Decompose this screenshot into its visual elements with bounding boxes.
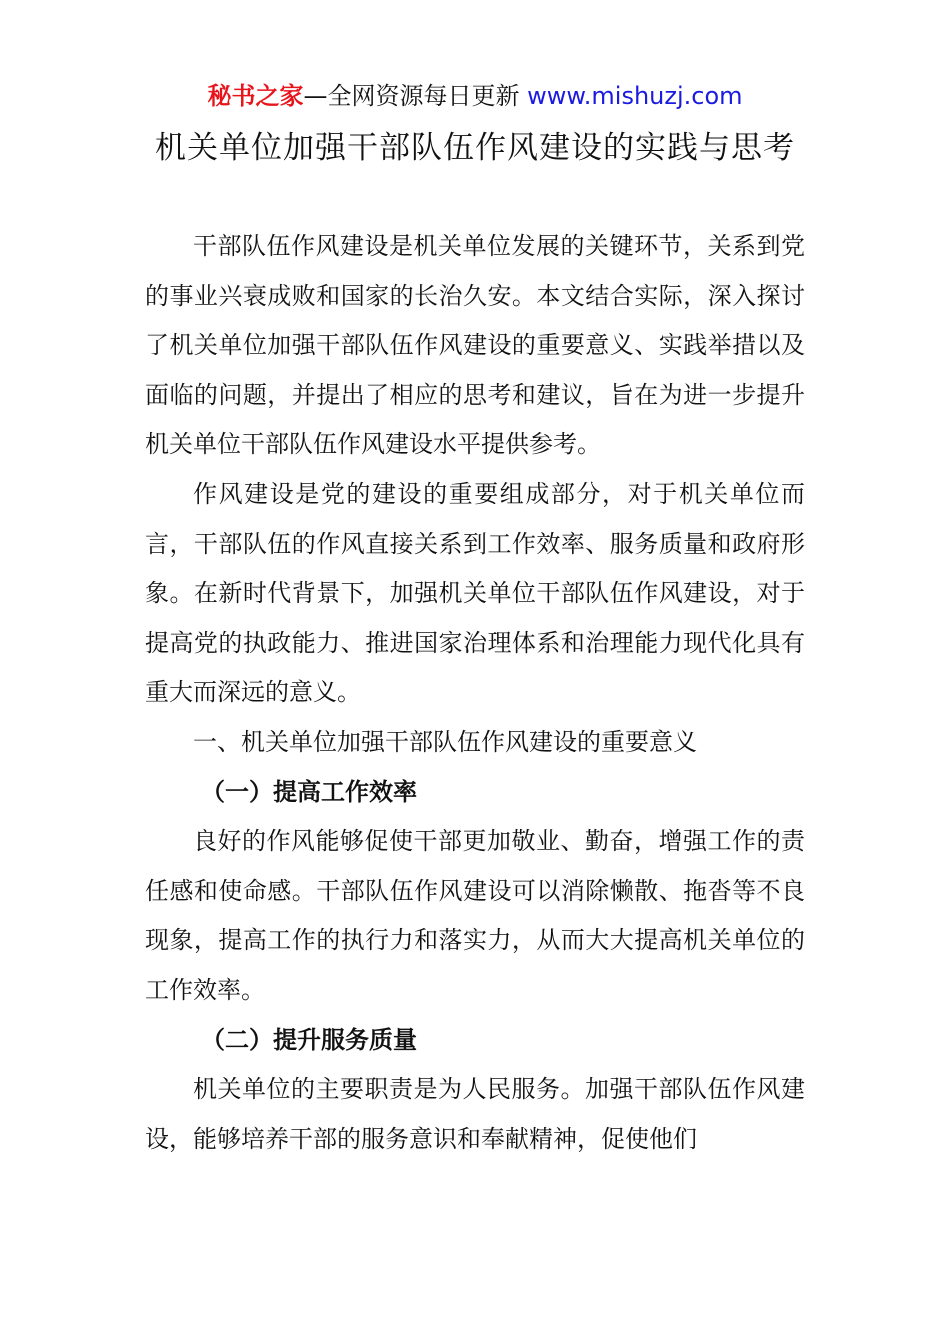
document-body [145,222,805,1164]
subsection-heading: （二）提升服务质量 [201,1025,417,1054]
subsection-paragraph: 良好的作风能够促使干部更加敬业、勤奋，增强工作的责任感和使命感。干部队伍作风建设可以消除懒散、拖沓等不良现象，提高工作的执行力和落实力，从而大大提高机关单位的工作效率。 [145,827,805,1004]
intro-paragraph: 干部队伍作风建设是机关单位发展的关键环节，关系到党的事业兴衰成败和国家的长治久安。本文结合实际，深入探讨了机关单位加强干部队伍作风建设的重要意义、实践举措以及面临的问题，并提出了相应的思考和建议，旨在为进一步提升机关单位干部队伍作风建设水平提供参考。 [145,232,805,459]
section-heading: 一、机关单位加强干部队伍作风建设的重要意义 [193,727,697,756]
site-tagline: —全网资源每日更新 [303,82,520,110]
document-title: 机关单位加强干部队伍作风建设的实践与思考 [155,130,795,166]
site-brand: 秘书之家 [207,82,304,110]
site-url-link[interactable]: www.mishuzj.com [527,82,743,110]
background-paragraph: 作风建设是党的建设的重要组成部分，对于机关单位而言，干部队伍的作风直接关系到工作效率、服务质量和政府形象。在新时代背景下，加强机关单位干部队伍作风建设，对于提高党的执政能力、推进国家治理体系和治理能力现代化具有重大而深远的意义。 [145,479,805,707]
site-header [0,80,950,112]
subsection-heading: （一）提高工作效率 [201,777,417,806]
subsection-paragraph: 机关单位的主要职责是为人民服务。加强干部队伍作风建设，能够培养干部的服务意识和奉献精神，促使他们 [145,1075,805,1153]
